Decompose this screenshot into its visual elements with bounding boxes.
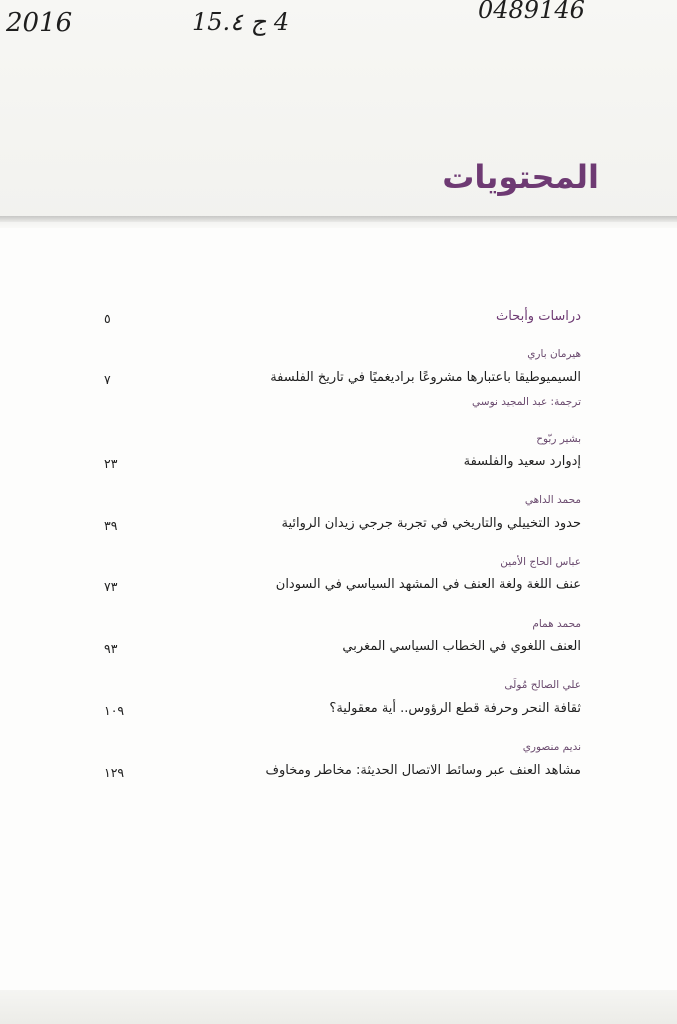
entry-title: حدود التخييلي والتاريخي في تجربة جرجي زيدان الروائية [281,516,581,531]
entry-page-number: ٧ [104,372,111,387]
entry-page-number: ١٢٩ [104,765,125,780]
toc-title: المحتويات [442,158,599,196]
entry-author: محمد همام [532,618,581,630]
entry-page-number: ٧٣ [104,579,118,594]
entry-title: السيميوطيقا باعتبارها مشروعًا براديغميًا في تاريخ الفلسفة [270,370,581,385]
entry-title: مشاهد العنف عبر وسائط الاتصال الحديثة: مخاطر ومخاوف [265,763,581,778]
entry-title: عنف اللغة ولغة العنف في المشهد السياسي في السودان [275,577,581,592]
entry-author: بشير ربّوح [536,433,581,445]
section-label: دراسات وأبحاث [495,309,581,324]
entry-page-number: ٩٣ [104,641,118,656]
entry-title: ثقافة النحر وحرفة قطع الرؤوس.. أية معقولية؟ [329,701,581,716]
handwritten-accession-number: 0489146 [478,0,585,24]
entry-author: محمد الداهي [524,494,581,506]
handwritten-call-number: 4 ج 15.٤ [192,8,290,36]
entry-page-number: ١٠٩ [104,703,125,718]
entry-author: نديم منصوري [522,741,581,753]
entry-title: إدوارد سعيد والفلسفة [463,454,581,469]
entry-page-number: ٣٩ [104,518,118,533]
entry-author: علي الصالح مُولَى [504,679,581,691]
section-page-number: ٥ [104,311,111,326]
handwritten-year: 2016 [6,8,73,38]
entry-translator: ترجمة: عبد المجيد نوسي [472,396,581,408]
entry-page-number: ٢٣ [104,456,118,471]
entry-author: عباس الحاج الأمين [500,556,581,568]
entry-author: هيرمان باري [527,348,581,360]
entry-title: العنف اللغوي في الخطاب السياسي المغربي [342,639,581,654]
